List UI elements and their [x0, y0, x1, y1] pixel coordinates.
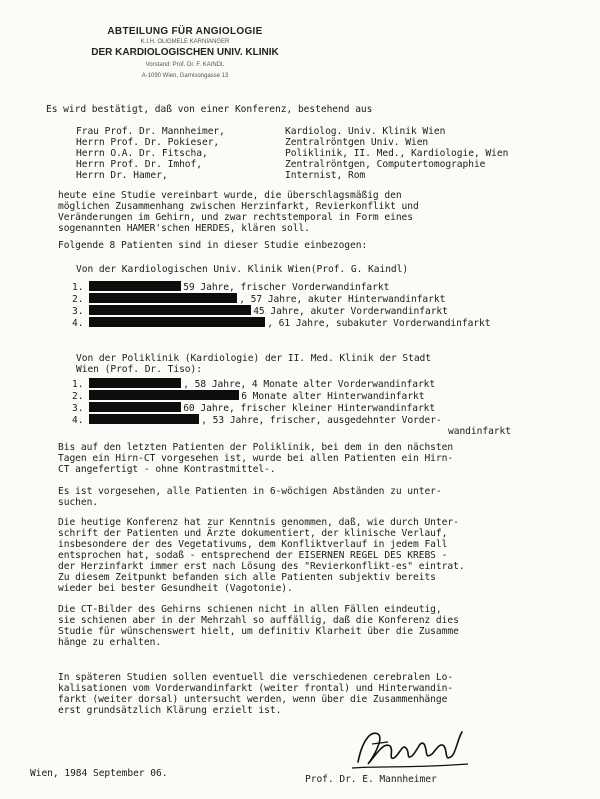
list-item: [72, 402, 435, 414]
item-text: 45 Jahre, akuter Vorderwandinfarkt: [253, 306, 448, 317]
item-text: , 57 Jahre, akuter Hinterwandinfarkt: [239, 294, 446, 305]
redacted-name: [89, 293, 237, 303]
text-line: hänge zu erhalten.: [58, 637, 162, 648]
text-line: suchen.: [58, 497, 99, 508]
participant-affiliation: Zentralröntgen, Computertomographie: [285, 159, 486, 170]
list-item: [72, 293, 445, 305]
text-line: heute eine Studie vereinbart wurde, die überschlagsmäßig den: [58, 190, 402, 201]
redacted-name: [89, 305, 251, 315]
text-line: sie schienen aber in der Mehrzahl so auffällig, daß die Konferenz dies: [58, 615, 459, 626]
text-line: CT angefertigt - ohne Kontrastmittel-.: [58, 464, 276, 475]
participant-affiliation: Internist, Rom: [285, 170, 366, 181]
text-line: kalisationen vom Vorderwandinfarkt (weiter frontal) und Hinterwandin-: [58, 683, 454, 694]
item-text: 6 Monate alter Hinterwandinfarkt: [241, 391, 425, 402]
place-date: Wien, 1984 September 06.: [30, 768, 168, 779]
participant-name: Herrn O.A. Dr. Fitscha,: [76, 148, 208, 159]
text-line: möglichen Zusammenhang zwischen Herzinfarkt, Revierkonflikt und: [58, 201, 419, 212]
item-text: , 61 Jahre, subakuter Vorderwandinfarkt: [267, 318, 491, 329]
participant-affiliation: Zentralröntgen Univ. Wien: [285, 137, 429, 148]
text-line: erst grundsätzlich Klärung erzielt ist.: [58, 705, 282, 716]
list-item: [72, 305, 448, 317]
letterhead-address: A-1090 Wien, Garnisongasse 13: [141, 73, 229, 79]
participant-name: Herrn Prof. Dr. Pokieser,: [76, 137, 220, 148]
redacted-name: [89, 281, 181, 291]
text-line: wieder bei bester Gesundheit (Vagotonie).: [58, 583, 293, 594]
list-item: [72, 317, 491, 329]
text-line: der Herzinfarkt immer erst nach Lösung des "Revierkonflikt-es" eintrat.: [58, 561, 465, 572]
handwritten-signature: [348, 722, 473, 774]
redacted-name: [89, 402, 181, 412]
list-item-continuation: wandinfarkt: [448, 426, 511, 437]
intro-line: Es wird bestätigt, daß von einer Konferenz, bestehend aus: [46, 104, 373, 115]
text-line: In späteren Studien sollen eventuell die verschiedenen cerebralen Lo-: [58, 672, 454, 683]
group2-title-cont: Wien (Prof. Dr. Tiso):: [76, 364, 202, 375]
text-line: farkt (weiter dorsal) untersucht werden, wenn über die Zusammenhänge: [58, 694, 448, 705]
item-number: 3.: [72, 403, 84, 414]
text-line: Veränderungen im Gehirn, und zwar rechtstemporal in Form eines: [58, 212, 414, 223]
group1-title: Von der Kardiologischen Univ. Klinik Wien(Prof. G. Kaindl): [76, 264, 409, 275]
participant-affiliation: Poliklinik, II. Med., Kardiologie, Wien: [285, 148, 509, 159]
list-item: [72, 378, 435, 390]
item-number: 2.: [72, 391, 84, 402]
item-number: 1.: [72, 282, 84, 293]
item-number: 2.: [72, 294, 84, 305]
redacted-name: [89, 317, 265, 327]
patients-intro: Folgende 8 Patienten sind in dieser Studie einbezogen:: [58, 240, 368, 251]
list-item: [72, 390, 424, 402]
text-line: Tagen ein Hirn-CT vorgesehen ist, wurde bei allen Patienten ein Hirn-: [58, 453, 454, 464]
redacted-name: [89, 414, 199, 424]
letterhead-subline: K.I.H. OLIGMELE KARNIANGER: [140, 39, 230, 45]
text-line: Studie für wünschenswert hielt, um definitiv Klarheit über die Zusamme: [58, 626, 459, 637]
text-line: sogenannten HAMER'schen HERDES, klären soll.: [58, 223, 310, 234]
text-line: schrift der Patienten und Ärzte dokumentiert, der klinische Verlauf,: [58, 528, 448, 539]
participant-name: Herrn Dr. Hamer,: [76, 170, 168, 181]
item-number: 4.: [72, 415, 84, 426]
text-line: Es ist vorgesehen, alle Patienten in 6-wöchigen Abständen zu unter-: [58, 486, 442, 497]
item-text: , 53 Jahre, frischer, ausgedehnter Vorder-: [201, 415, 442, 426]
text-line: insbesondere der des Vegetativums, dem Konfliktverlauf in jedem Fall: [58, 539, 448, 550]
item-text: , 58 Jahre, 4 Monate alter Vorderwandinfarkt: [183, 379, 436, 390]
item-number: 1.: [72, 379, 84, 390]
list-item: [72, 281, 389, 293]
text-line: entsprochen hat, sodaß - entsprechend der EISERNEN REGEL DES KREBS -: [58, 550, 448, 561]
text-line: Bis auf den letzten Patienten der Poliklinik, bei dem in den nächsten: [58, 442, 454, 453]
text-line: Zu diesem Zeitpunkt befanden sich alle Patienten subjektiv bereits: [58, 572, 436, 583]
list-item: [72, 414, 442, 426]
item-number: 4.: [72, 318, 84, 329]
letterhead-clinic: DER KARDIOLOGISCHEN UNIV. KLINIK: [91, 47, 279, 58]
participant-name: Frau Prof. Dr. Mannheimer,: [76, 126, 225, 137]
group2-title: Von der Poliklinik (Kardiologie) der II. Med. Klinik der Stadt: [76, 353, 432, 364]
letterhead-head: Vorstand: Prof. Dr. F. KAINDL: [145, 62, 225, 68]
item-text: 59 Jahre, frischer Vorderwandinfarkt: [183, 282, 390, 293]
participant-name: Herrn Prof. Dr. Imhof,: [76, 159, 202, 170]
redacted-name: [89, 390, 239, 400]
redacted-name: [89, 378, 181, 388]
item-text: 60 Jahre, frischer kleiner Hinterwandinfarkt: [183, 403, 436, 414]
text-line: Die heutige Konferenz hat zur Kenntnis genommen, daß, wie durch Unter-: [58, 517, 459, 528]
item-number: 3.: [72, 306, 84, 317]
letterhead-department: ABTEILUNG FÜR ANGIOLOGIE: [107, 26, 263, 37]
text-line: Die CT-Bilder des Gehirns schienen nicht in allen Fällen eindeutig,: [58, 604, 442, 615]
participant-affiliation: Kardiolog. Univ. Klinik Wien: [285, 126, 446, 137]
signatory-name: Prof. Dr. E. Mannheimer: [305, 774, 437, 785]
